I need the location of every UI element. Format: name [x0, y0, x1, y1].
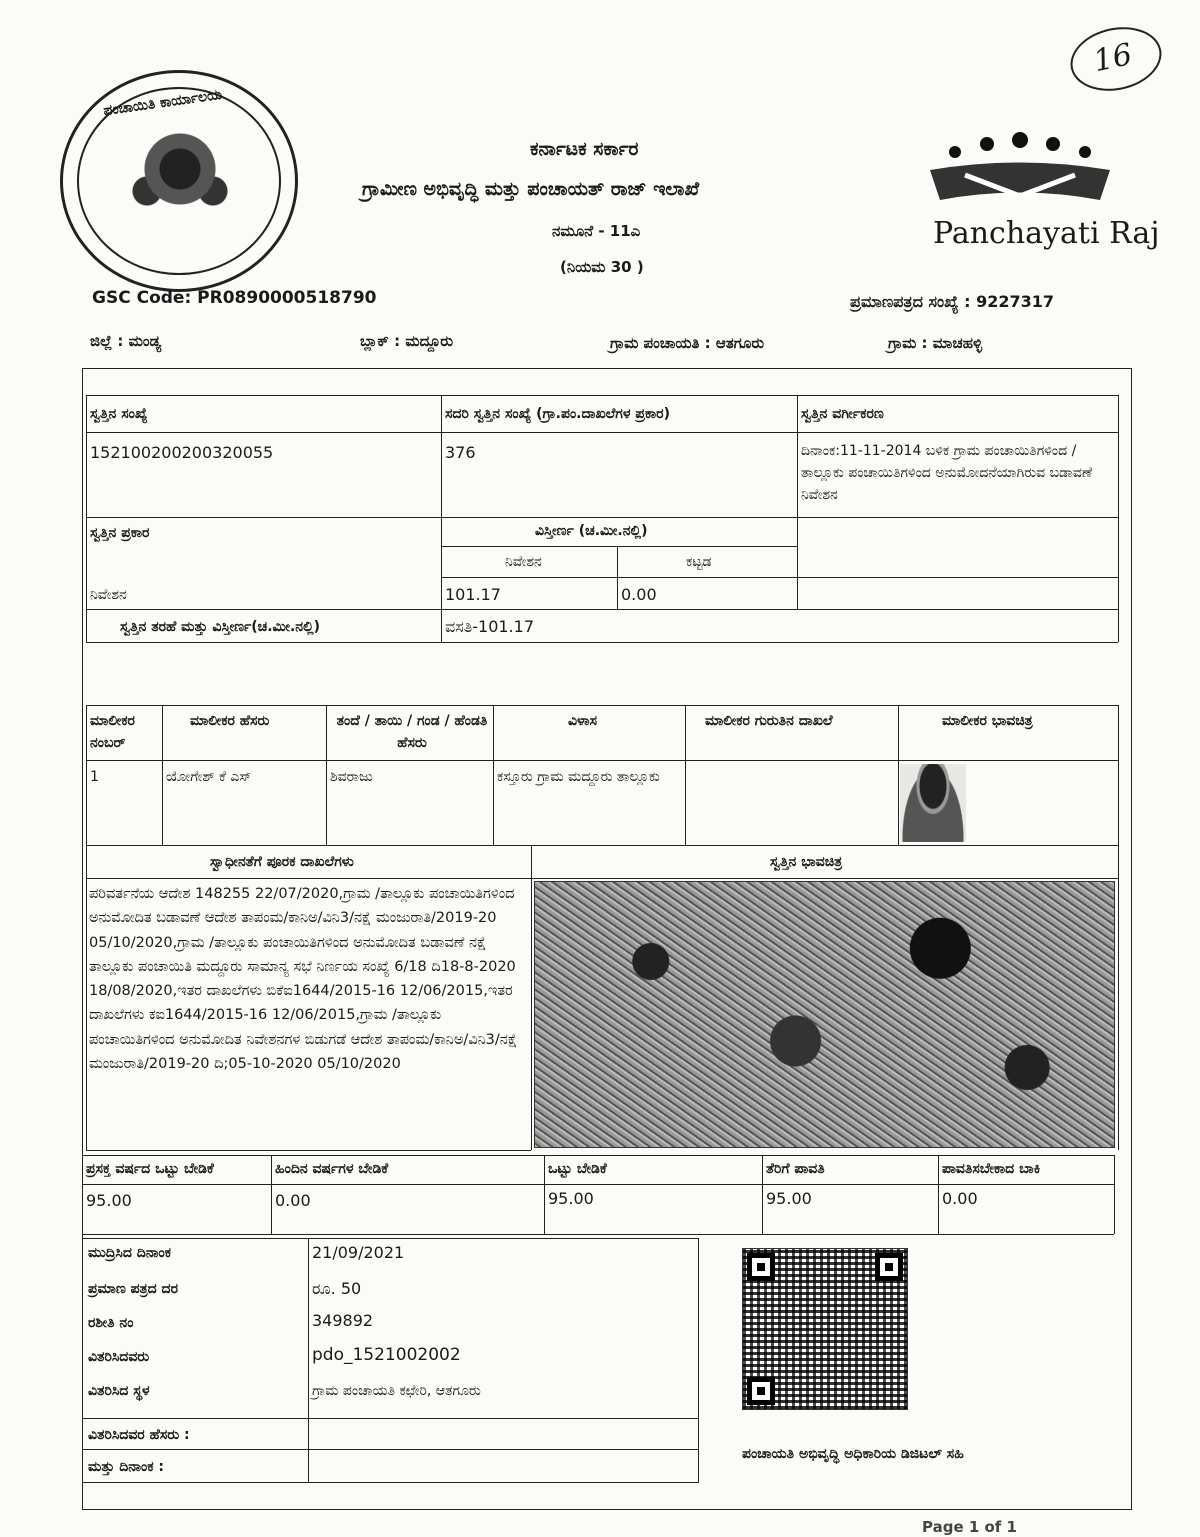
receipt-no-value: 349892 — [312, 1311, 374, 1330]
header-property-type: ಸ್ವತ್ತಿನ ಪ್ರಕಾರ — [90, 525, 150, 541]
owner-address: ಕಸ್ತೂರು ಗ್ರಾಮ ಮದ್ದೂರು ತಾಲ್ಲೂಕು — [497, 769, 660, 785]
form-number: ನಮೂನೆ - 11ಎ — [552, 222, 641, 240]
type-and-area: ವಸತಿ-101.17 — [445, 617, 535, 636]
header-line-2: ಗ್ರಾಮೀಣ ಅಭಿವೃದ್ಧಿ ಮತ್ತು ಪಂಚಾಯತ್ ರಾಜ್ ಇಲಾಖೆ — [362, 178, 700, 200]
header-balance-due: ಪಾವತಿಸಬೇಕಾದ ಬಾಕಿ — [942, 1161, 1041, 1177]
header-line-1: ಕರ್ನಾಟಕ ಸರ್ಕಾರ — [530, 138, 639, 160]
gram-panchayat: ಗ್ರಾಮ ಪಂಚಾಯತಿ : ಆತಗೂರು — [610, 334, 765, 352]
owner-relative: ಶಿವರಾಜು — [330, 769, 373, 785]
printed-date-label: ಮುದ್ರಿಸಿದ ದಿನಾಂಕ — [88, 1245, 172, 1261]
printed-date-value: 21/09/2021 — [312, 1243, 405, 1262]
balance-due: 0.00 — [942, 1189, 978, 1208]
property-number: 152100200200320055 — [90, 443, 274, 462]
property-classification: ದಿನಾಂಕ:11-11-2014 ಬಳಿಕ ಗ್ರಾಮ ಪಂಚಾಯಿತಿಗಳಿಂದ /ತಾಲ್ಲೂಕು ಪಂಚಾಯಿತಿಗಳಿಂದ ಅನುಮೋದನೆಯಾಗಿರುವ ಬಡಾವಣೆ ನಿವೇಶನ — [801, 443, 1093, 503]
digital-signature-caption: ಪಂಚಾಯತಿ ಅಭಿವೃದ್ಧಿ ಅಧಿಕಾರಿಯ ಡಿಜಿಟಲ್ ಸಹಿ — [742, 1446, 964, 1462]
header-id-document: ಮಾಲೀಕರ ಗುರುತಿನ ದಾಖಲೆ — [705, 713, 833, 729]
header-property-number: ಸ್ವತ್ತಿನ ಸಂಖ್ಯೆ — [90, 406, 148, 422]
issue-place-label: ವಿತರಿಸಿದ ಸ್ಥಳ — [88, 1383, 150, 1399]
receipt-no-label: ರಶೀತಿ ನಂ — [88, 1315, 134, 1331]
header-area: ವಿಸ್ತೀರ್ಣ (ಚ.ಮೀ.ನಲ್ಲಿ) — [535, 523, 648, 539]
seal-text: ಪಂಚಾಯಿತಿ ಕಾರ್ಯಾಲಯ — [102, 86, 224, 120]
page-number: Page 1 of 1 — [922, 1518, 1017, 1536]
header-total-demand: ಒಟ್ಟು ಬೇಡಿಕೆ — [548, 1161, 607, 1177]
supporting-documents-text: ಪರಿವರ್ತನೆಯ ಆದೇಶ 148255 22/07/2020,ಗ್ರಾಮ /ತಾಲ್ಲೂಕು ಪಂಚಾಯಿತಿಗಳಿಂದ ಅನುಮೋದಿತ ಬಡಾವಣೆ ಆದೇಶ ತಾಪಂಮ/ಕಾನಿಅ/ವಿನಿ3/ನಕ್ಷೆ ಮಂಜುರಾತಿ/2019-20 05/10/2020,ಗ್ರಾಮ /ತಾಲ್ಲೂಕು ಪಂಚಾಯಿತಿಗಳಿಂದ ಅನುಮೋದಿತ ಬಡಾವಣೆ ನಕ್ಷೆ ತಾಲ್ಲೂಕು ಪಂಚಾಯಿತಿ ಮದ್ದೂರು ಸಾಮಾನ್ಯ ಸಭೆ ನಿರ್ಣಯ ಸಂಖ್ಯೆ 6/18 ದಿ18-8-2020 18/08/2020,ಇತರ ದಾಖಲೆಗಳು ಬಿಕೆಐ1644/2015-16 12/06/2015,ಇತರ ದಾಖಲೆಗಳು ಕಐ1644/2015-16 12/06/2015,ಗ್ರಾಮ /ತಾಲ್ಲೂಕು ಪಂಚಾಯಿತಿಗಳಿಂದ ಅನುಮೋದಿತ ನಿವೇಶನಗಳ ಬಿಡುಗಡೆ ಆದೇಶ ತಾಪಂಮ/ಕಾನಿಅ/ವಿನಿ3/ನಕ್ಷೆ ಮಂಜುರಾತಿ/2019-20 ದಿ;05-10-2020 05/10/2020 — [89, 886, 518, 1073]
total-demand: 95.00 — [548, 1189, 594, 1208]
header-supporting-documents: ಸ್ವಾಧೀನತೆಗೆ ಪೂರಕ ದಾಖಲೆಗಳು — [210, 854, 354, 870]
logo-text: Panchayati Raj — [933, 216, 1160, 251]
certificate-fee-value: ರೂ. 50 — [312, 1279, 362, 1298]
header-previous-demand: ಹಿಂದಿನ ವರ್ಷಗಳ ಬೇಡಿಕೆ — [275, 1161, 389, 1177]
old-property-number: 376 — [445, 443, 476, 462]
emblem-icon — [125, 125, 235, 235]
header-site: ನಿವೇಶನ — [505, 554, 542, 570]
issued-by-label: ವಿತರಿಸಿದವರು — [88, 1349, 150, 1365]
header-old-property-number: ಸದರಿ ಸ್ವತ್ತಿನ ಸಂಖ್ಯೆ (ಗ್ರಾ.ಪಂ.ದಾಖಲೆಗಳ ಪ್ರಕಾರ) — [445, 406, 670, 422]
form-rule: (ನಿಯಮ 30 ) — [560, 258, 644, 276]
issue-place-value: ಗ್ರಾಮ ಪಂಚಾಯತಿ ಕಛೇರಿ, ಆತಗೂರು — [312, 1383, 481, 1399]
header-classification: ಸ್ವತ್ತಿನ ವರ್ಗೀಕರಣ — [801, 406, 884, 422]
gsc-code: GSC Code: PR0890000518790 — [92, 288, 377, 308]
tax-paid: 95.00 — [766, 1189, 812, 1208]
property-photo — [534, 881, 1115, 1148]
issued-by-value: pdo_1521002002 — [312, 1345, 461, 1365]
header-property-photo: ಸ್ವತ್ತಿನ ಭಾವಚಿತ್ರ — [770, 854, 843, 870]
header-tax-paid: ತೆರಿಗೆ ಪಾವತಿ — [766, 1161, 825, 1177]
qr-code — [742, 1248, 908, 1410]
district: ಜಿಲ್ಲೆ : ಮಂಡ್ಯ — [90, 332, 162, 350]
block: ಬ್ಲಾಕ್ : ಮದ್ದೂರು — [360, 332, 453, 350]
owner-name: ಯೋಗೇಶ್ ಕೆ ಎಸ್ — [166, 769, 252, 785]
site-area: 101.17 — [445, 585, 501, 604]
header-owner-number: ಮಾಲೀಕರ ನಂಬರ್ — [90, 713, 135, 751]
header-address: ವಿಳಾಸ — [568, 713, 598, 729]
header-owner-name: ಮಾಲೀಕರ ಹೆಸರು — [190, 713, 270, 729]
certificate-number: ಪ್ರಮಾಣಪತ್ರದ ಸಂಖ್ಯೆ : 9227317 — [850, 292, 1055, 311]
header-relative-name: ತಂದೆ / ತಾಯಿ / ಗಂಡ / ಹೆಂಡತಿ ಹೆಸರು — [336, 713, 488, 751]
header-owner-photo: ಮಾಲೀಕರ ಭಾವಚಿತ್ರ — [942, 713, 1033, 729]
header-building: ಕಟ್ಟಡ — [686, 554, 712, 570]
annotation-text: 16 — [1090, 37, 1136, 80]
certificate-fee-label: ಪ್ರಮಾಣ ಪತ್ರದ ದರ — [88, 1281, 178, 1297]
building-area: 0.00 — [621, 585, 657, 604]
owner-photo — [900, 764, 966, 842]
panchayati-raj-logo — [925, 130, 1160, 260]
previous-demand: 0.00 — [275, 1191, 311, 1210]
issuer-name-label: ವಿತರಿಸಿದವರ ಹೆಸರು : — [88, 1427, 190, 1443]
village: ಗ್ರಾಮ : ಮಾಚಹಳ್ಳಿ — [888, 334, 983, 352]
current-demand: 95.00 — [86, 1191, 132, 1210]
issue-date-label: ಮತ್ತು ದಿನಾಂಕ : — [88, 1459, 164, 1475]
handwritten-annotation — [1065, 19, 1168, 99]
property-type: ನಿವೇಶನ — [90, 587, 127, 603]
header-type-area: ಸ್ವತ್ತಿನ ತರಹೆ ಮತ್ತು ವಿಸ್ತೀರ್ಣ(ಚ.ಮೀ.ನಲ್ಲಿ) — [120, 619, 321, 635]
office-seal — [60, 70, 298, 292]
owner-number: 1 — [90, 769, 99, 785]
people-icon — [925, 130, 1115, 210]
header-current-demand: ಪ್ರಸಕ್ತ ವರ್ಷದ ಒಟ್ಟು ಬೇಡಿಕೆ — [86, 1161, 214, 1177]
